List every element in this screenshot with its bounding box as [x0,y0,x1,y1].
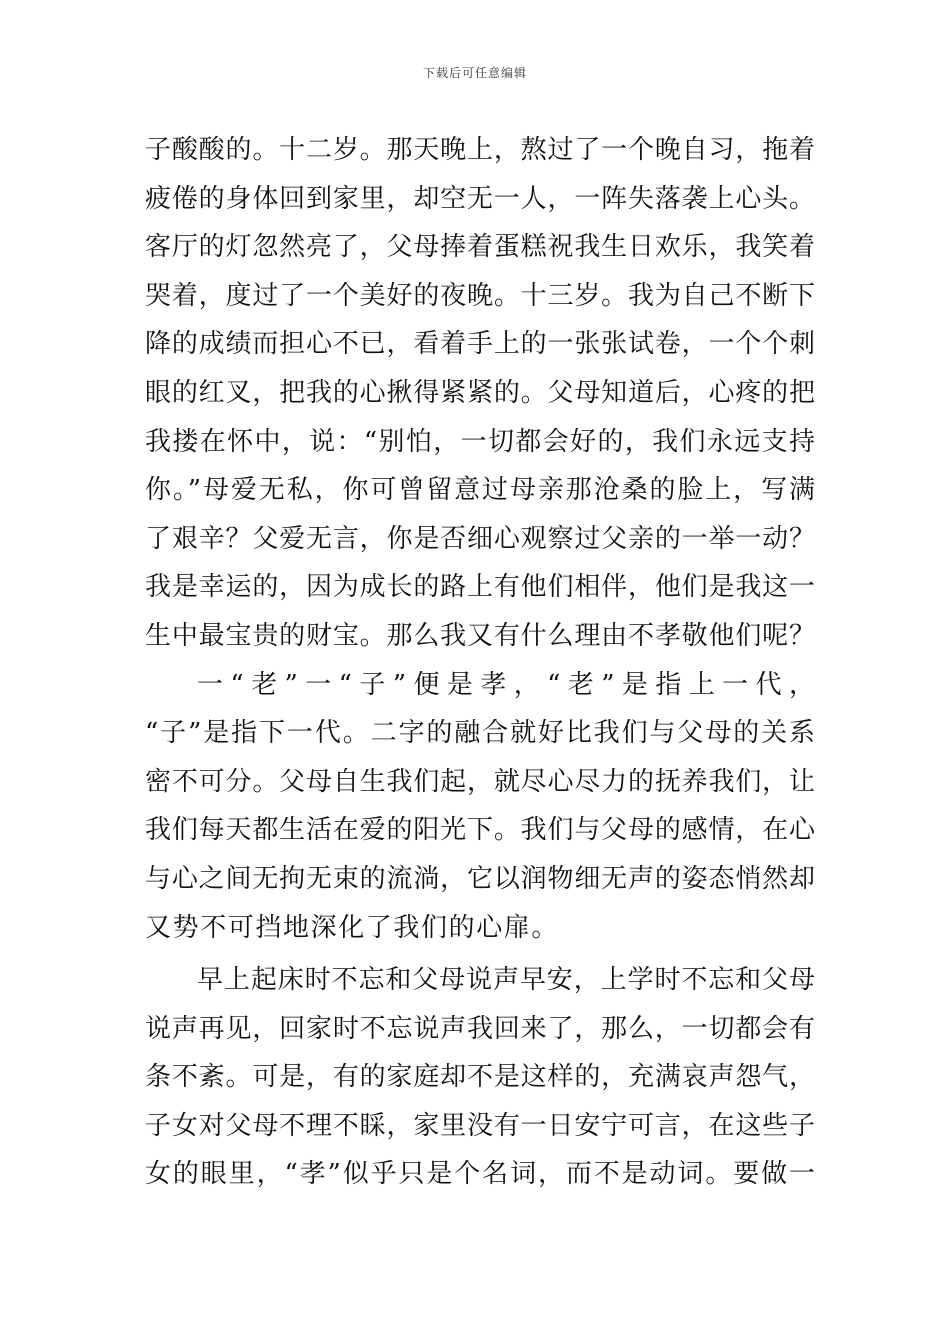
text-line: 了艰辛？父爱无言，你是否细心观察过父亲的一举一动？ [145,523,815,554]
text-line: 子酸酸的。十二岁。那天晚上，熬过了一个晚自习，拖着 [145,135,815,165]
paragraph-3 [145,956,815,1199]
text-line: 我是幸运的，因为成长的路上有他们相伴，他们是我这一 [145,572,815,603]
text-line: 说声再见，回家时不忘说声我回来了，那么，一切都会有 [145,1013,815,1044]
text-line: 哭着，度过了一个美好的夜晚。十三岁。我为自己不断下 [145,280,815,311]
text-line: 眼的红叉，把我的心揪得紧紧的。父母知道后，心疼的把 [145,377,815,408]
paragraph-1 [145,126,815,661]
text-line: “子”是指下一代。二字的融合就好比我们与父母的关系 [145,718,815,749]
text-line: 客厅的灯忽然亮了，父母捧着蛋糕祝我生日欢乐，我笑着 [145,232,815,263]
text-line: 生中最宝贵的财宝。那么我又有什么理由不孝敬他们呢？ [145,620,815,651]
text-line: 一“老”一“子”便是孝，“老”是指上一代， [197,669,815,700]
text-line: 条不紊。可是，有的家庭却不是这样的，充满哀声怨气， [145,1062,815,1093]
text-line: 女的眼里，“孝”似乎只是个名词，而不是动词。要做一 [145,1159,815,1190]
text-line: 降的成绩而担心不已，看着手上的一张张试卷，一个个刺 [145,329,815,360]
page-header: 下载后可任意编辑 [422,66,527,80]
text-line: 子女对父母不理不睬，家里没有一日安宁可言，在这些子 [145,1110,815,1141]
text-line: 我们每天都生活在爱的阳光下。我们与父母的感情，在心 [145,815,815,846]
text-line: 我搂在怀中，说：“别怕，一切都会好的，我们永远支持 [145,426,815,457]
text-line: 密不可分。父母自生我们起，就尽心尽力的抚养我们，让 [145,766,815,797]
text-line: 又势不可挡地深化了我们的心扉。 [145,912,560,943]
text-line: 疲倦的身体回到家里，却空无一人，一阵失落袭上心头。 [145,183,815,214]
text-line: 与心之间无拘无束的流淌，它以润物细无声的姿态悄然却 [145,863,815,894]
paragraph-2 [145,661,815,953]
text-line: 早上起床时不忘和父母说声早安，上学时不忘和父母 [197,965,815,996]
document-body [145,126,815,1199]
text-line: 你。”母爱无私，你可曾留意过母亲那沧桑的脸上，写满 [145,475,815,506]
